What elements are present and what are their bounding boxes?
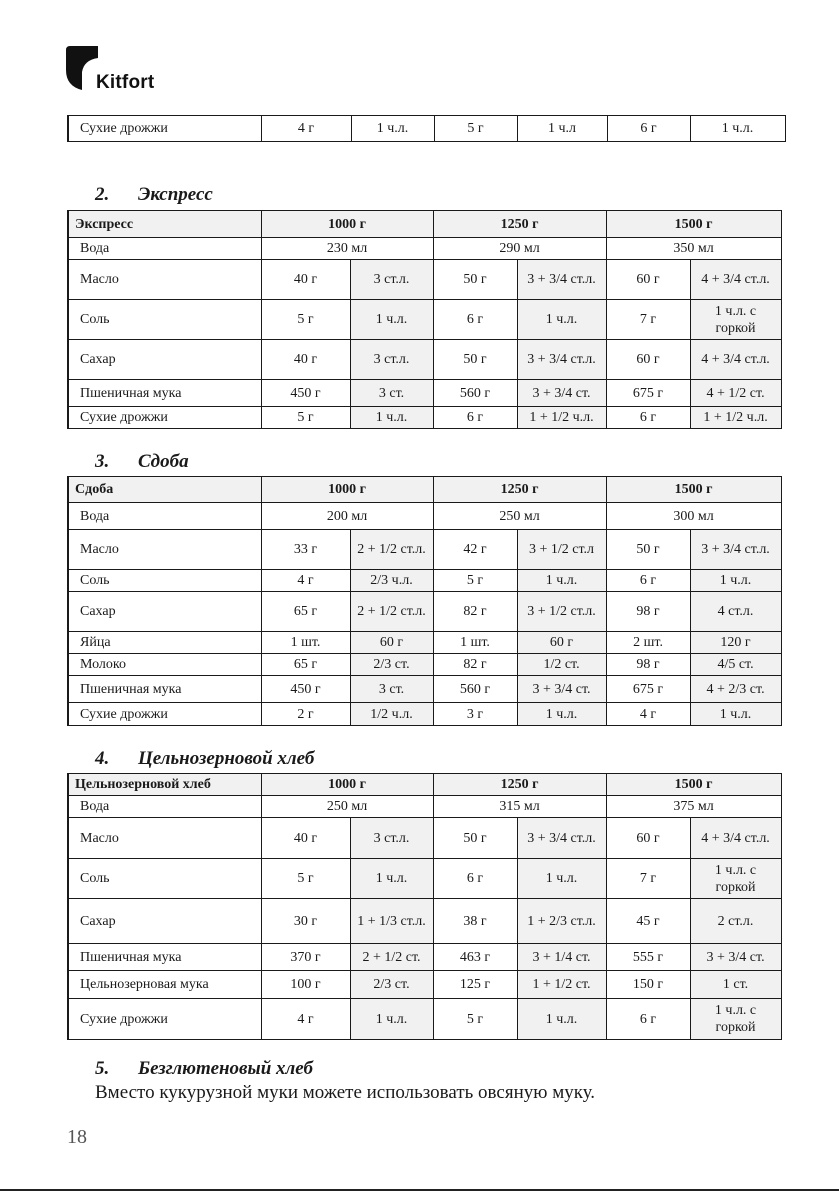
table-row — [68, 116, 785, 142]
table-cell: 4 + 2/3 ст. — [690, 676, 781, 703]
table-cell: 3 ст.л. — [350, 818, 433, 859]
table-cell: 4 г — [261, 570, 350, 592]
table-row — [68, 971, 781, 999]
table-cell: 60 г — [606, 260, 690, 300]
table-cell: 125 г — [433, 971, 517, 999]
table-cell: 1 ч.л. — [350, 300, 433, 340]
table-cell: 5 г — [261, 300, 350, 340]
ingredient-name: Сахар — [68, 340, 261, 380]
table-row — [68, 703, 781, 726]
table-cell: 2 ст.л. — [690, 899, 781, 944]
table-cell: 1 ч.л. — [690, 703, 781, 726]
table-cell: 2/3 ст. — [350, 971, 433, 999]
table-cell: 4 + 3/4 ст.л. — [690, 818, 781, 859]
ingredient-name: Вода — [68, 238, 261, 260]
table-cell: 50 г — [433, 260, 517, 300]
table-header-weight: 1500 г — [606, 211, 781, 238]
table-cell: 1/2 ст. — [517, 654, 606, 676]
table-cell: 1 ч.л. — [517, 570, 606, 592]
ingredient-name: Сухие дрожжи — [68, 407, 261, 429]
table-cell: 3 ст.л. — [350, 340, 433, 380]
whole-grain-table — [67, 773, 782, 1040]
table-cell: 40 г — [261, 818, 350, 859]
table-cell: 4 + 1/2 ст. — [690, 380, 781, 407]
express-table — [67, 210, 782, 429]
table-cell: 6 г — [607, 116, 690, 142]
ingredient-name: Пшеничная мука — [68, 944, 261, 971]
table-cell: 1 ч.л. — [517, 300, 606, 340]
table-cell: 150 г — [606, 971, 690, 999]
logo-text: Kitfort — [96, 72, 155, 93]
section-5-title: 5. Безглютеновый хлеб — [95, 1058, 313, 1079]
table-cell: 1 ч.л. — [517, 999, 606, 1040]
table-cell: 65 г — [261, 654, 350, 676]
table-cell: 1 ч.л. — [517, 703, 606, 726]
table-cell: 1 + 1/3 ст.л. — [350, 899, 433, 944]
table-cell: 3 + 1/2 ст.л. — [517, 592, 606, 632]
table-cell: 2 + 1/2 ст. — [350, 944, 433, 971]
table-header-weight: 1000 г — [261, 211, 433, 238]
table-cell: 5 г — [433, 570, 517, 592]
table-cell: 2 шт. — [606, 632, 690, 654]
table-cell: 1 + 1/2 ч.л. — [517, 407, 606, 429]
table-cell: 60 г — [606, 340, 690, 380]
table-cell: 3 + 3/4 ст.л. — [517, 340, 606, 380]
section-4-title: 4. Цельнозерновой хлеб — [95, 748, 315, 769]
table-cell: 2 + 1/2 ст.л. — [350, 530, 433, 570]
table-header-weight: 1000 г — [261, 477, 433, 503]
table-cell: 3 + 1/4 ст. — [517, 944, 606, 971]
sdoba-table — [67, 476, 782, 726]
table-header-weight: 1500 г — [606, 774, 781, 796]
table-cell: 3 ст.л. — [350, 260, 433, 300]
table-header-row — [68, 774, 781, 796]
table-cell: 1 ч.л. с горкой — [690, 859, 781, 899]
table-cell: 4 г — [261, 116, 351, 142]
top-continuation-table — [67, 115, 786, 142]
ingredient-name: Сухие дрожжи — [68, 703, 261, 726]
table-cell: 50 г — [606, 530, 690, 570]
table-cell-merged: 250 мл — [261, 796, 433, 818]
table-cell: 65 г — [261, 592, 350, 632]
table-cell: 100 г — [261, 971, 350, 999]
table-row — [68, 503, 781, 530]
table-cell-merged: 300 мл — [606, 503, 781, 530]
table-cell: 1 + 2/3 ст.л. — [517, 899, 606, 944]
footer-rule — [0, 1189, 839, 1191]
ingredient-name: Масло — [68, 260, 261, 300]
table-cell: 120 г — [690, 632, 781, 654]
table-cell: 38 г — [433, 899, 517, 944]
table-cell: 7 г — [606, 859, 690, 899]
table-row — [68, 999, 781, 1040]
table-cell: 675 г — [606, 380, 690, 407]
table-cell: 3 + 3/4 ст.л. — [690, 530, 781, 570]
table-cell: 2/3 ч.л. — [350, 570, 433, 592]
table-cell-merged: 250 мл — [433, 503, 606, 530]
table-cell: 560 г — [433, 676, 517, 703]
table-header-weight: 1250 г — [433, 774, 606, 796]
table-row — [68, 530, 781, 570]
table-cell: 2/3 ст. — [350, 654, 433, 676]
table-cell: 98 г — [606, 592, 690, 632]
table-header-weight: 1500 г — [606, 477, 781, 503]
table-cell: 50 г — [433, 340, 517, 380]
table-cell: 1 + 1/2 ч.л. — [690, 407, 781, 429]
table-cell: 3 + 3/4 ст.л. — [517, 260, 606, 300]
table-header-weight: 1000 г — [261, 774, 433, 796]
table-cell: 3 г — [433, 703, 517, 726]
table-cell-merged: 200 мл — [261, 503, 433, 530]
table-cell: 1 ч.л — [517, 116, 607, 142]
table-cell: 463 г — [433, 944, 517, 971]
table-cell: 2 г — [261, 703, 350, 726]
table-cell: 1 ч.л. — [350, 859, 433, 899]
table-cell: 1 ч.л. — [690, 570, 781, 592]
table-cell: 30 г — [261, 899, 350, 944]
table-cell: 4/5 ст. — [690, 654, 781, 676]
ingredient-name: Яйца — [68, 632, 261, 654]
table-cell: 40 г — [261, 340, 350, 380]
ingredient-name: Цельнозерновая мука — [68, 971, 261, 999]
table-cell: 450 г — [261, 676, 350, 703]
table-header-title: Экспресс — [68, 211, 261, 238]
table-cell-merged: 290 мл — [433, 238, 606, 260]
table-cell: 82 г — [433, 592, 517, 632]
page-number: 18 — [67, 1126, 87, 1148]
ingredient-name: Молоко — [68, 654, 261, 676]
ingredient-name: Сухие дрожжи — [68, 116, 261, 142]
table-cell: 3 + 1/2 ст.л — [517, 530, 606, 570]
table-row — [68, 796, 781, 818]
table-cell: 6 г — [433, 859, 517, 899]
table-cell: 3 + 3/4 ст.л. — [517, 818, 606, 859]
table-cell: 3 + 3/4 ст. — [690, 944, 781, 971]
ingredient-name: Пшеничная мука — [68, 676, 261, 703]
table-cell: 4 + 3/4 ст.л. — [690, 260, 781, 300]
kitfort-logo — [66, 46, 155, 93]
table-cell: 1 шт. — [261, 632, 350, 654]
ingredient-name: Пшеничная мука — [68, 380, 261, 407]
table-row — [68, 380, 781, 407]
table-row — [68, 340, 781, 380]
table-cell: 60 г — [517, 632, 606, 654]
table-cell: 6 г — [606, 570, 690, 592]
table-row — [68, 300, 781, 340]
ingredient-name: Сахар — [68, 899, 261, 944]
table-cell: 50 г — [433, 818, 517, 859]
table-cell: 5 г — [261, 407, 350, 429]
ingredient-name: Соль — [68, 859, 261, 899]
ingredient-name: Вода — [68, 796, 261, 818]
table-cell: 45 г — [606, 899, 690, 944]
table-row — [68, 592, 781, 632]
table-cell: 1 ч.л. — [350, 407, 433, 429]
table-cell-merged: 230 мл — [261, 238, 433, 260]
table-cell: 1 ч.л. с горкой — [690, 300, 781, 340]
ingredient-name: Соль — [68, 570, 261, 592]
table-cell: 7 г — [606, 300, 690, 340]
table-cell: 3 + 3/4 ст. — [517, 676, 606, 703]
section-2-title: 2. Экспресс — [95, 184, 213, 205]
ingredient-name: Сахар — [68, 592, 261, 632]
table-cell: 1/2 ч.л. — [350, 703, 433, 726]
table-cell: 3 ст. — [350, 380, 433, 407]
table-cell: 4 + 3/4 ст.л. — [690, 340, 781, 380]
table-cell: 4 г — [261, 999, 350, 1040]
table-header-weight: 1250 г — [433, 211, 606, 238]
table-cell: 2 + 1/2 ст.л. — [350, 592, 433, 632]
table-cell: 5 г — [433, 999, 517, 1040]
table-cell: 1 ч.л. — [690, 116, 785, 142]
table-cell: 1 ч.л. — [351, 116, 434, 142]
section-5-text: Вместо кукурузной муки можете использовать овсяную муку. — [95, 1082, 596, 1103]
table-cell: 1 шт. — [433, 632, 517, 654]
table-header-row — [68, 477, 781, 503]
table-cell: 5 г — [434, 116, 517, 142]
table-cell: 675 г — [606, 676, 690, 703]
table-cell: 40 г — [261, 260, 350, 300]
table-cell: 60 г — [606, 818, 690, 859]
table-header-row — [68, 211, 781, 238]
table-cell: 33 г — [261, 530, 350, 570]
table-row — [68, 570, 781, 592]
table-cell-merged: 375 мл — [606, 796, 781, 818]
table-cell: 98 г — [606, 654, 690, 676]
kitfort-logo-mark — [66, 46, 98, 90]
table-cell: 60 г — [350, 632, 433, 654]
table-row — [68, 654, 781, 676]
table-row — [68, 818, 781, 859]
table-row — [68, 632, 781, 654]
table-cell: 1 + 1/2 ст. — [517, 971, 606, 999]
table-cell: 4 ст.л. — [690, 592, 781, 632]
table-cell: 560 г — [433, 380, 517, 407]
table-cell-merged: 350 мл — [606, 238, 781, 260]
ingredient-name: Масло — [68, 818, 261, 859]
table-cell: 42 г — [433, 530, 517, 570]
table-cell: 1 ч.л. — [517, 859, 606, 899]
table-cell: 4 г — [606, 703, 690, 726]
table-cell: 6 г — [433, 300, 517, 340]
table-cell: 1 ч.л. с горкой — [690, 999, 781, 1040]
ingredient-name: Масло — [68, 530, 261, 570]
ingredient-name: Соль — [68, 300, 261, 340]
table-cell: 3 + 3/4 ст. — [517, 380, 606, 407]
table-cell: 6 г — [606, 407, 690, 429]
table-cell: 555 г — [606, 944, 690, 971]
table-cell-merged: 315 мл — [433, 796, 606, 818]
table-cell: 1 ст. — [690, 971, 781, 999]
table-cell: 370 г — [261, 944, 350, 971]
table-cell: 3 ст. — [350, 676, 433, 703]
table-row — [68, 899, 781, 944]
table-header-title: Цельнозерновой хлеб — [68, 774, 261, 796]
table-cell: 1 ч.л. — [350, 999, 433, 1040]
table-cell: 5 г — [261, 859, 350, 899]
table-cell: 450 г — [261, 380, 350, 407]
table-cell: 6 г — [606, 999, 690, 1040]
table-row — [68, 260, 781, 300]
table-row — [68, 944, 781, 971]
table-cell: 82 г — [433, 654, 517, 676]
section-3-title: 3. Сдоба — [95, 451, 189, 472]
table-row — [68, 407, 781, 429]
table-row — [68, 676, 781, 703]
table-row — [68, 238, 781, 260]
ingredient-name: Вода — [68, 503, 261, 530]
table-row — [68, 859, 781, 899]
ingredient-name: Сухие дрожжи — [68, 999, 261, 1040]
table-header-weight: 1250 г — [433, 477, 606, 503]
table-header-title: Сдоба — [68, 477, 261, 503]
table-cell: 6 г — [433, 407, 517, 429]
